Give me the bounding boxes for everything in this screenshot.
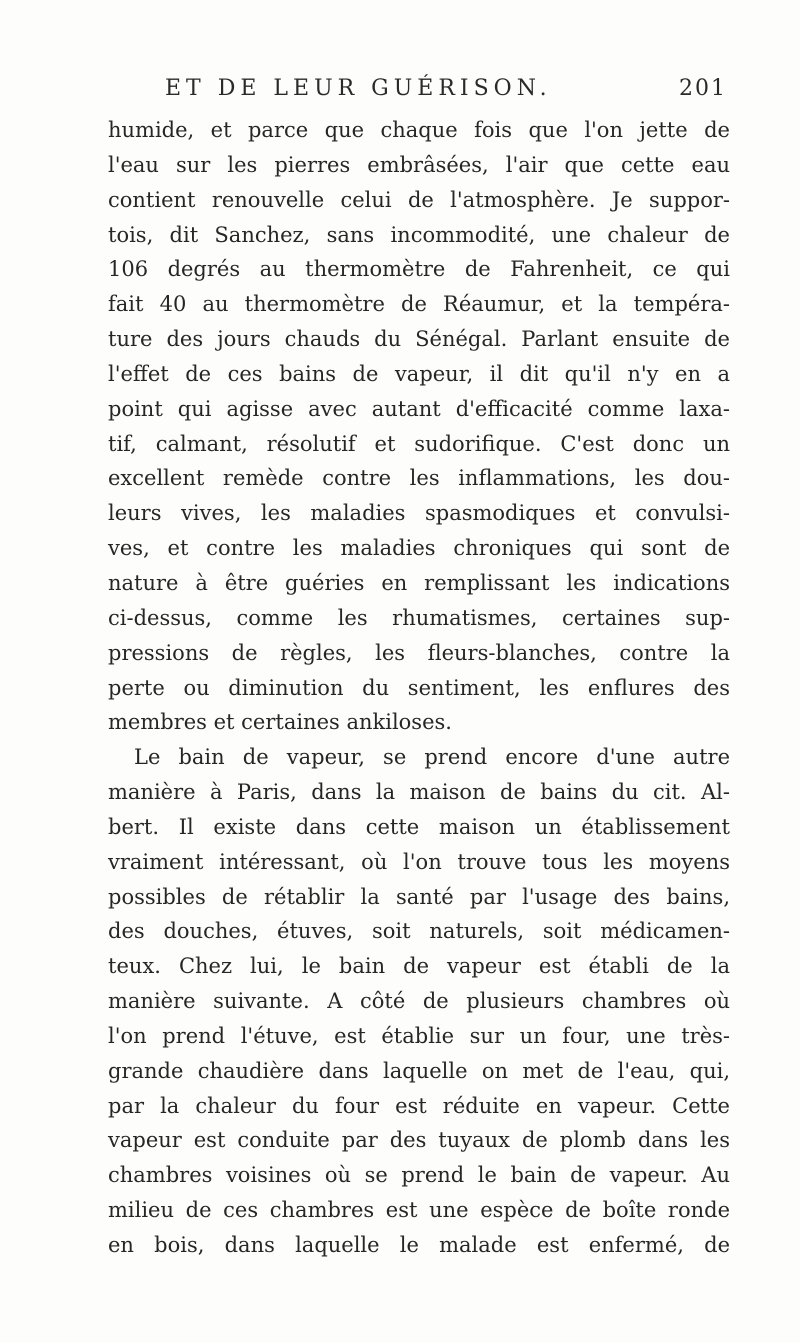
text-line: bert. Il existe dans cette maison un établissement <box>108 814 730 839</box>
text-line: Le bain de vapeur, se prend encore d'une autre <box>134 745 730 770</box>
paragraph-2 <box>108 740 730 1263</box>
text-line: l'eau sur les pierres embrâsées, l'air que cette eau <box>108 152 730 177</box>
text-line: par la chaleur du four est réduite en vapeur. Cette <box>108 1093 730 1118</box>
text-line: teux. Chez lui, le bain de vapeur est établi de la <box>108 954 730 979</box>
text-line: perte ou diminution du sentiment, les enflures des <box>108 675 730 700</box>
text-line: fait 40 au thermomètre de Réaumur, et la tempéra- <box>108 292 730 317</box>
text-line: manière suivante. A côté de plusieurs chambres où <box>108 989 730 1014</box>
page-header <box>165 76 727 106</box>
text-line: point qui agisse avec autant d'efficacité comme laxa- <box>108 396 730 421</box>
body-text <box>108 113 730 1263</box>
text-line: contient renouvelle celui de l'atmosphère. Je suppor- <box>108 187 730 212</box>
paragraph-1 <box>108 113 730 740</box>
text-line: des douches, étuves, soit naturels, soit médicamen- <box>108 919 730 944</box>
text-line: l'effet de ces bains de vapeur, il dit qu'il n'y en a <box>108 361 730 386</box>
text-line: ves, et contre les maladies chroniques qui sont de <box>108 536 730 561</box>
text-line: ture des jours chauds du Sénégal. Parlant ensuite de <box>108 327 730 352</box>
text-line: chambres voisines où se prend le bain de vapeur. Au <box>108 1163 730 1188</box>
text-line: vapeur est conduite par des tuyaux de plomb dans les <box>108 1128 730 1153</box>
text-line: leurs vives, les maladies spasmodiques et convulsi- <box>108 501 730 526</box>
text-line: membres et certaines ankiloses. <box>108 710 452 735</box>
text-line: excellent remède contre les inflammations, les dou- <box>108 466 730 491</box>
text-line: nature à être guéries en remplissant les indications <box>108 570 730 595</box>
text-line: tois, dit Sanchez, sans incommodité, une chaleur de <box>108 222 730 247</box>
text-line: vraiment intéressant, où l'on trouve tous les moyens <box>108 849 730 874</box>
text-line: manière à Paris, dans la maison de bains du cit. Al- <box>108 780 730 805</box>
text-line: humide, et parce que chaque fois que l'on jette de <box>108 118 730 142</box>
text-line: pressions de règles, les fleurs-blanches, contre la <box>108 640 730 665</box>
text-line: grande chaudière dans laquelle on met de l'eau, qui, <box>108 1058 730 1083</box>
running-head: ET DE LEUR GUÉRISON. <box>165 76 552 101</box>
page-number: 201 <box>679 76 727 101</box>
text-line: tif, calmant, résolutif et sudorifique. C'est donc un <box>108 431 730 456</box>
text-line: possibles de rétablir la santé par l'usage des bains, <box>108 884 730 909</box>
text-line: en bois, dans laquelle le malade est enfermé, de <box>108 1233 730 1257</box>
text-line: 106 degrés au thermomètre de Fahrenheit, ce qui <box>108 257 730 282</box>
text-line: ci-dessus, comme les rhumatismes, certaines sup- <box>108 605 730 630</box>
text-line: milieu de ces chambres est une espèce de boîte ronde <box>108 1198 730 1223</box>
text-line: l'on prend l'étuve, est établie sur un four, une très- <box>108 1023 730 1048</box>
